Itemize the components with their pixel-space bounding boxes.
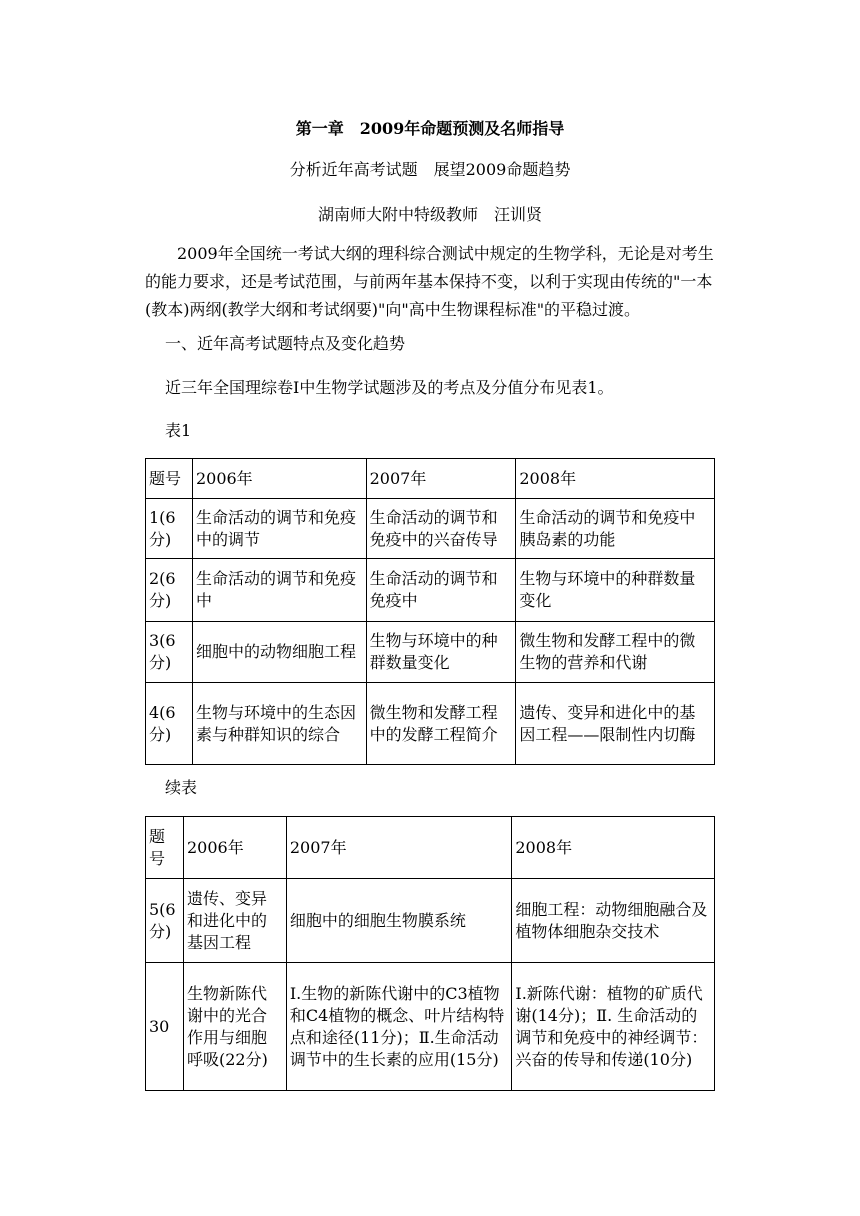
table-cell: 5(6分): [146, 879, 184, 963]
subtitle: 分析近年高考试题 展望2009命题趋势: [289, 160, 571, 179]
table-cell: 生物新陈代谢中的光合作用与细胞呼吸(22分): [183, 963, 286, 1091]
table-cell: 生命活动的调节和免疫中: [366, 559, 516, 622]
table-cell: 细胞中的动物细胞工程: [192, 622, 366, 683]
table-cell: 生物与环境中的生态因素与种群知识的综合: [192, 683, 366, 765]
header-cell: 2006年: [192, 459, 366, 499]
table-cell: 微生物和发酵工程中的微生物的营养和代谢: [516, 622, 715, 683]
table-cell: 细胞中的细胞生物膜系统: [286, 879, 512, 963]
table-cell: Ⅰ.新陈代谢：植物的矿质代谢(14分)；Ⅱ. 生命活动的调节和免疫中的神经调节：兴奋的传导和传递(10分): [512, 963, 715, 1091]
header-cell: 题号: [146, 459, 193, 499]
section-heading: 一、近年高考试题特点及变化趋势: [165, 334, 406, 353]
table-cell: 生物与环境中的种群数量变化: [366, 622, 516, 683]
table-1: [145, 458, 715, 765]
chapter-title: 第一章 2009年命题预测及名师指导: [295, 119, 565, 138]
header-cell: 2006年: [183, 817, 286, 879]
table-cell: 3(6分): [146, 622, 193, 683]
table-cell: 1(6分): [146, 499, 193, 559]
table1-caption: 表1: [165, 421, 192, 440]
author-line: 湖南师大附中特级教师 汪训贤: [317, 205, 542, 224]
table-cell: Ⅰ.生物的新陈代谢中的C3植物和C4植物的概念、叶片结构特点和途径(11分)；Ⅱ.生命活动调节中的生长素的应用(15分): [286, 963, 512, 1091]
header-cell: 2008年: [516, 459, 715, 499]
table-cell: 遗传、变异和进化中的基因工程: [183, 879, 286, 963]
header-cell: 题号: [146, 817, 184, 879]
intro-paragraph: 2009年全国统一考试大纲的理科综合测试中规定的生物学科，无论是对考生的能力要求，还是考试范围，与前两年基本保持不变，以利于实现由传统的"一本(教本)两纲(教学大纲和考试纲要)"向"高中生物课程标准"的平稳过渡。: [145, 244, 714, 319]
table-cell: 微生物和发酵工程中的发酵工程简介: [366, 683, 516, 765]
table-cell: 2(6分): [146, 559, 193, 622]
table-cell: 生命活动的调节和免疫中的兴奋传导: [366, 499, 516, 559]
table-cell: 生物与环境中的种群数量变化: [516, 559, 715, 622]
table2-caption: 续表: [165, 778, 198, 797]
header-cell: 2008年: [512, 817, 715, 879]
table-cell: 30: [146, 963, 184, 1091]
table-cell: 生命活动的调节和免疫中的调节: [192, 499, 366, 559]
table-2: [145, 816, 715, 1091]
section-text: 近三年全国理综卷Ⅰ中生物学试题涉及的考点及分值分布见表1。: [165, 378, 614, 397]
table-cell: 细胞工程：动物细胞融合及植物体细胞杂交技术: [512, 879, 715, 963]
table-cell: 生命活动的调节和免疫中胰岛素的功能: [516, 499, 715, 559]
header-cell: 2007年: [366, 459, 516, 499]
table-cell: 遗传、变异和进化中的基因工程——限制性内切酶: [516, 683, 715, 765]
table-cell: 4(6分): [146, 683, 193, 765]
table-cell: 生命活动的调节和免疫中: [192, 559, 366, 622]
header-cell: 2007年: [286, 817, 512, 879]
